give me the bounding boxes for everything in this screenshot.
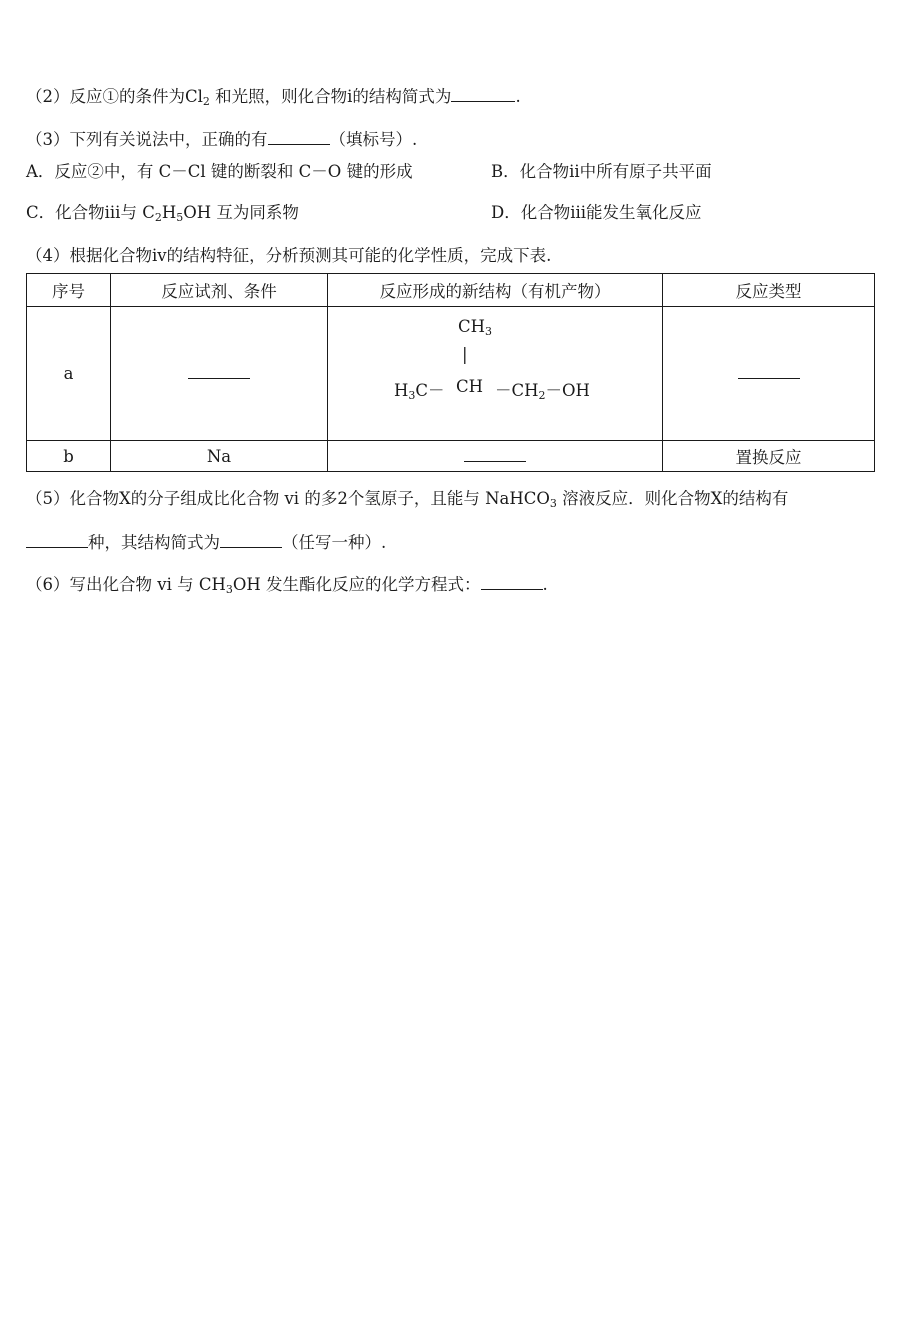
q5-structure-blank[interactable] xyxy=(220,532,282,548)
q6-answer-blank[interactable] xyxy=(481,574,543,590)
table-header-cell: 序号 xyxy=(27,274,111,307)
table-header-cell: 反应类型 xyxy=(663,274,875,307)
q5-line1-post: 溶液反应．则化合物X的结构有 xyxy=(556,489,789,508)
row-a-reagent-blank[interactable] xyxy=(188,377,250,379)
q6-sub: 3 xyxy=(225,583,233,596)
question-2 xyxy=(26,86,521,108)
table-header-cell: 反应试剂、条件 xyxy=(111,274,328,307)
table-row-a xyxy=(27,307,875,441)
q3-stem: （3）下列有关说法中，正确的有 xyxy=(26,130,268,149)
q3-option-d xyxy=(491,202,702,224)
q2-answer-blank[interactable] xyxy=(451,86,515,102)
table-header-row xyxy=(27,274,875,307)
q5-line2-end: （任写一种）. xyxy=(282,533,387,552)
q5-line2-mid: 种，其结构简式为 xyxy=(88,533,220,552)
struct-right-text: －CH xyxy=(495,381,539,400)
row-a-structure-cell xyxy=(328,307,663,441)
row-b-type: 置换反应 xyxy=(663,441,875,472)
q3-option-c-mid: H xyxy=(161,203,177,222)
row-a-reagent-cell xyxy=(111,307,328,441)
row-b-id: b xyxy=(27,441,111,472)
struct-top-sub: 3 xyxy=(485,325,493,338)
q4-stem: （4）根据化合物iv的结构特征，分析预测其可能的化学性质，完成下表. xyxy=(26,246,552,265)
q2-reagent-sub: 2 xyxy=(202,95,210,108)
row-a-id: a xyxy=(27,307,111,441)
q3-option-c-sub1: 2 xyxy=(154,211,162,224)
question-5-line-2 xyxy=(26,532,386,554)
q2-suffix: 和光照，则化合物i的结构简式为 xyxy=(209,87,452,106)
q3-answer-blank[interactable] xyxy=(268,129,330,145)
q6-pre: （6）写出化合物 vi 与 CH xyxy=(26,575,226,594)
question-3-stem xyxy=(26,129,417,151)
q3-option-c-pre: C．化合物iii与 C xyxy=(26,203,155,222)
struct-left-end: C－ xyxy=(415,381,445,400)
q3-option-b-text: B．化合物ii中所有原子共平面 xyxy=(491,162,712,181)
q3-option-c-post: OH 互为同系物 xyxy=(183,203,299,222)
q6-post: OH 发生酯化反应的化学方程式： xyxy=(232,575,481,594)
q3-option-d-text: D．化合物iii能发生氧化反应 xyxy=(491,203,702,222)
struct-right-group xyxy=(495,377,590,401)
struct-right-end: －OH xyxy=(545,381,590,400)
q2-prefix: （2）反应①的条件为 xyxy=(26,87,185,106)
struct-top-group xyxy=(458,317,492,336)
struct-left-text: H xyxy=(394,381,409,400)
struct-mid: CH xyxy=(456,377,484,396)
row-b-structure-blank[interactable] xyxy=(464,460,526,462)
q6-end: . xyxy=(542,575,548,594)
question-5-line-1 xyxy=(26,488,788,510)
q3-option-c-sub2: 5 xyxy=(176,211,184,224)
struct-bond: | xyxy=(462,345,468,364)
q3-option-a-text: A．反应②中，有 C－Cl 键的断裂和 C－O 键的形成 xyxy=(26,162,413,181)
q3-option-a xyxy=(26,161,413,183)
question-4-stem xyxy=(26,245,551,267)
row-b-reagent: Na xyxy=(111,441,328,472)
row-a-type-cell xyxy=(663,307,875,441)
row-a-structure xyxy=(328,307,662,440)
struct-left-group xyxy=(394,377,445,401)
q4-table xyxy=(26,273,875,472)
q5-count-blank[interactable] xyxy=(26,532,88,548)
table-header-cell: 反应形成的新结构（有机产物） xyxy=(328,274,663,307)
q3-option-b xyxy=(491,161,712,183)
struct-top-text: CH xyxy=(458,317,486,336)
q3-option-c xyxy=(26,202,299,224)
row-b-structure-cell xyxy=(328,441,663,472)
q2-end: . xyxy=(515,87,521,106)
table-row-b xyxy=(27,441,875,472)
struct-left-sub: 3 xyxy=(408,389,416,402)
row-a-type-blank[interactable] xyxy=(738,377,800,379)
question-6 xyxy=(26,574,548,596)
struct-right-sub: 2 xyxy=(538,389,546,402)
q5-line1-sub: 3 xyxy=(549,497,557,510)
q2-reagent: Cl xyxy=(185,87,203,106)
q5-line1-pre: （5）化合物X的分子组成比化合物 vi 的多2个氢原子，且能与 NaHCO xyxy=(26,489,550,508)
q3-stem-end: （填标号）. xyxy=(329,130,418,149)
